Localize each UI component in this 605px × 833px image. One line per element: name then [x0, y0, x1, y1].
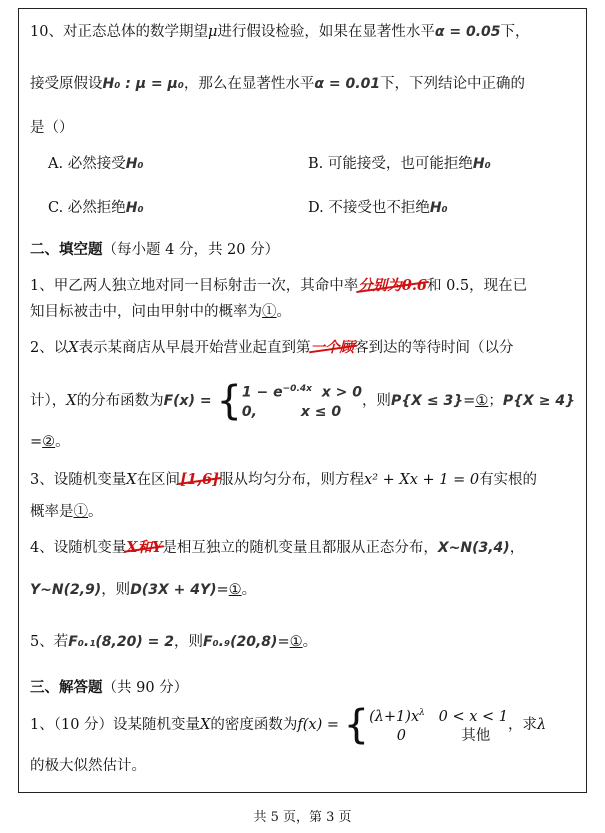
fill-1-line-1: 1、甲乙两人独立地对同一目标射击一次，其命中率分别为0.6和 0.5，现在已	[30, 277, 528, 294]
q10-option-b: B. 可能接受，也可能拒绝H₀	[308, 156, 491, 172]
answer-blank: ②	[42, 434, 56, 450]
section-3-heading: 三、解答题（共 90 分）	[30, 679, 189, 696]
density-cases: $(\lambda+1)x^\lambda$ 0 < x < 1 0 其他	[369, 708, 509, 744]
q10-line-3: 是（）	[30, 120, 74, 136]
fill-2-line-3: =②。	[30, 434, 70, 450]
answer-blank: ①	[73, 504, 88, 520]
answer-blank: ①	[228, 582, 242, 598]
q10-option-c: C. 必然拒绝H₀	[48, 200, 144, 216]
q10-line-2: 接受原假设H₀ : μ = μ₀，那么在显著性水平α = 0.01下，下列结论中正确的	[30, 76, 526, 92]
section-2-heading: 二、填空题（每小题 4 分，共 20 分）	[30, 241, 280, 258]
fill-5-line: 5、若F₀.₁(8,20) = 2，则F₀.₉(20,8)=①。	[30, 634, 318, 650]
fill-3-line-1: 3、设随机变量X在区间[1,6]服从均匀分布，则方程x² + Xx + 1 = 0有实根的	[30, 471, 538, 488]
q10-line-1: 10、对正态总体的数学期望μ进行假设检验，如果在显著性水平α = 0.05下，	[30, 24, 530, 40]
fill-1-line-2: 知目标被击中，问由甲射中的概率为①。	[30, 304, 291, 320]
answer-1-line-2: 的极大似然估计。	[30, 758, 146, 774]
q10-option-a: A. 必然接受H₀	[48, 156, 144, 172]
answer-blank: ①	[289, 634, 303, 650]
cases-block: $1 - e^{-0.4x}$ x > 0 0, x ≤ 0	[241, 384, 362, 420]
fill-4-line-1: 4、设随机变量X和Y是相互独立的随机变量且都服从正态分布，X~N(3,4)，	[30, 539, 525, 556]
fill-2-line-2: 计），X的分布函数为$F(x) = \{1 - e^{-0.4x}$ x > 0 0, x ≤ 0，则P{X ≤ 3}=①；P{X ≥ 4}	[30, 377, 576, 424]
fill-2-line-1: 2、以X表示某商店从早晨开始营业起直到第一个顾客到达的等待时间（以分	[30, 339, 514, 356]
q10-option-d: D. 不接受也不拒绝H₀	[308, 200, 448, 216]
answer-blank: ①	[262, 304, 277, 320]
fill-3-line-2: 概率是①。	[30, 504, 103, 520]
fill-4-line-2: Y~N(2,9)，则D(3X + 4Y)=①。	[30, 582, 257, 598]
answer-blank: ①	[475, 392, 489, 409]
answer-1-line-1: 1、（10 分）设某随机变量X的密度函数为$f(x) = \{(\lambda+1)x^\lambda$ 0 < x < 1 0 其他，求λ	[30, 701, 547, 748]
page-footer: 共 5 页，第 3 页	[253, 810, 352, 825]
